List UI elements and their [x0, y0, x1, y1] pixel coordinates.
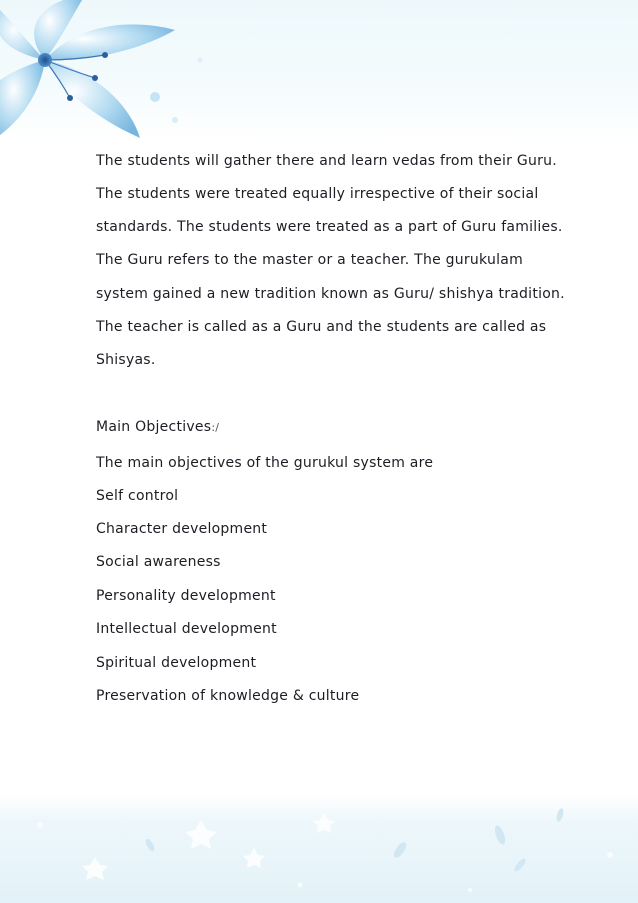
list-item: Intellectual development [96, 621, 277, 637]
list-item: Preservation of knowledge & culture [96, 688, 360, 704]
paragraph-line: The Guru refers to the master or a teacher. The gurukulam [96, 252, 523, 268]
list-item: Character development [96, 521, 268, 537]
paragraph-line: The students will gather there and learn vedas from their Guru. [96, 153, 557, 169]
paragraph-line: Shisyas. [96, 352, 156, 368]
list-item: Self control [96, 488, 179, 504]
footer-blossom-illustration [0, 795, 638, 903]
section-heading [96, 418, 219, 437]
paragraph-line: system gained a new tradition known as Guru/ shishya tradition. [96, 286, 565, 302]
section-heading-suffix: :/ [211, 421, 220, 434]
list-item: Social awareness [96, 554, 221, 570]
list-item: Personality development [96, 588, 276, 604]
paragraph-line: standards. The students were treated as a part of Guru families. [96, 219, 563, 235]
paragraph-line: The students were treated equally irrespective of their social [96, 186, 539, 202]
list-item: Spiritual development [96, 655, 257, 671]
objectives-intro: The main objectives of the gurukul system are [96, 455, 434, 471]
section-heading-text: Main Objectives [96, 419, 212, 435]
paragraph-line: The teacher is called as a Guru and the students are called as [96, 319, 547, 335]
blue-flower-illustration [0, 0, 240, 140]
